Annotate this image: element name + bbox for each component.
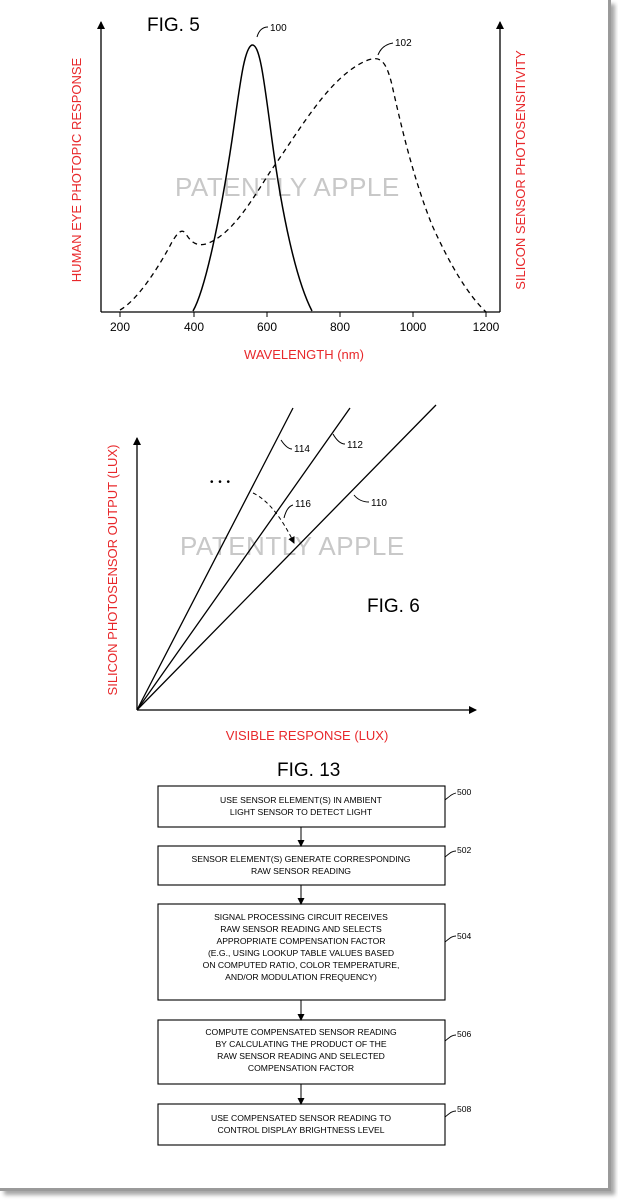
fig5-ref-100: 100 [270,23,287,34]
fig13-step-506-line-3: RAW SENSOR READING AND SELECTED [217,1051,385,1061]
fig13-step-506-line-4: COMPENSATION FACTOR [247,1063,355,1073]
fig5-tick-400: 400 [183,320,205,334]
fig5-left-y-label: HUMAN EYE PHOTOPIC RESPONSE [69,57,84,283]
fig5-title: FIG. 5 [147,15,200,36]
fig5-watermark: PATENTLY APPLE [175,172,400,202]
fig6-ellipsis: • • • [210,477,232,488]
fig13-step-502-number: 502 [457,845,472,855]
fig13-step-500-line-2: LIGHT SENSOR TO DETECT LIGHT [229,807,373,817]
fig5-right-y-label: SILICON SENSOR PHOTOSENSITIVITY [513,50,528,290]
fig13-step-502-line-2: RAW SENSOR READING [251,866,351,876]
fig13-step-504-line-5: ON COMPUTED RATIO, COLOR TEMPERATURE, [202,960,400,970]
fig5-tick-600: 600 [256,320,278,334]
fig13-leader-502 [445,851,456,857]
fig5-tick-1200: 1200 [472,320,500,334]
fig13-step-508-line-2: CONTROL DISPLAY BRIGHTNESS LEVEL [217,1125,385,1135]
fig13-step-504-line-4: (E.G., USING LOOKUP TABLE VALUES BASED [207,948,395,958]
fig6-watermark: PATENTLY APPLE [180,531,405,561]
fig6-x-label: VISIBLE RESPONSE (LUX) [225,728,389,743]
fig5-leader-102 [378,43,393,55]
fig13-step-502-line-1: SENSOR ELEMENT(S) GENERATE CORRESPONDING [191,854,411,864]
fig5-tick-200: 200 [109,320,131,334]
fig6-title: FIG. 6 [367,596,420,617]
fig13 [158,760,472,1145]
fig6-ref-116: 116 [295,499,311,510]
fig13-step-506-line-2: BY CALCULATING THE PRODUCT OF THE [215,1039,387,1049]
fig6-leader-116 [284,505,293,518]
fig13-step-508-number: 508 [457,1104,472,1114]
fig6-ref-114: 114 [294,444,310,455]
fig6-ref-110: 110 [371,498,387,509]
fig6-y-label: SILICON PHOTOSENSOR OUTPUT (LUX) [105,444,120,696]
fig13-step-500-line-1: USE SENSOR ELEMENT(S) IN AMBIENT [220,795,382,805]
fig13-leader-506 [445,1035,456,1041]
fig6-leader-112 [333,434,345,444]
fig6-leader-114 [281,440,292,449]
fig5-x-label: WAVELENGTH (nm) [244,347,364,362]
fig13-step-508-line-1: USE COMPENSATED SENSOR READING TO [210,1113,392,1123]
fig13-step-504-number: 504 [457,931,472,941]
fig5-tick-1000: 1000 [399,320,427,334]
fig13-step-504-line-2: RAW SENSOR READING AND SELECTS [220,924,382,934]
fig13-step-506-line-1: COMPUTE COMPENSATED SENSOR READING [205,1027,397,1037]
fig5-x-ticks [110,312,500,334]
fig6-leader-110 [354,495,369,502]
fig13-step-506-number: 506 [457,1029,472,1039]
fig5-leader-100 [257,27,268,37]
fig13-leader-504 [445,936,456,942]
fig6 [105,405,476,743]
fig5-ref-102: 102 [395,38,412,49]
fig6-ref-112: 112 [347,440,363,451]
fig5 [69,15,528,362]
fig13-leader-500 [445,793,456,800]
fig13-step-504-line-3: APPROPRIATE COMPENSATION FACTOR [216,936,386,946]
fig13-leader-508 [445,1111,456,1117]
fig5-tick-800: 800 [329,320,351,334]
fig13-title: FIG. 13 [277,760,341,781]
fig13-step-504-line-6: AND/OR MODULATION FREQUENCY) [225,972,377,982]
fig13-step-504-line-1: SIGNAL PROCESSING CIRCUIT RECEIVES [214,912,388,922]
fig13-step-500-number: 500 [457,787,472,797]
